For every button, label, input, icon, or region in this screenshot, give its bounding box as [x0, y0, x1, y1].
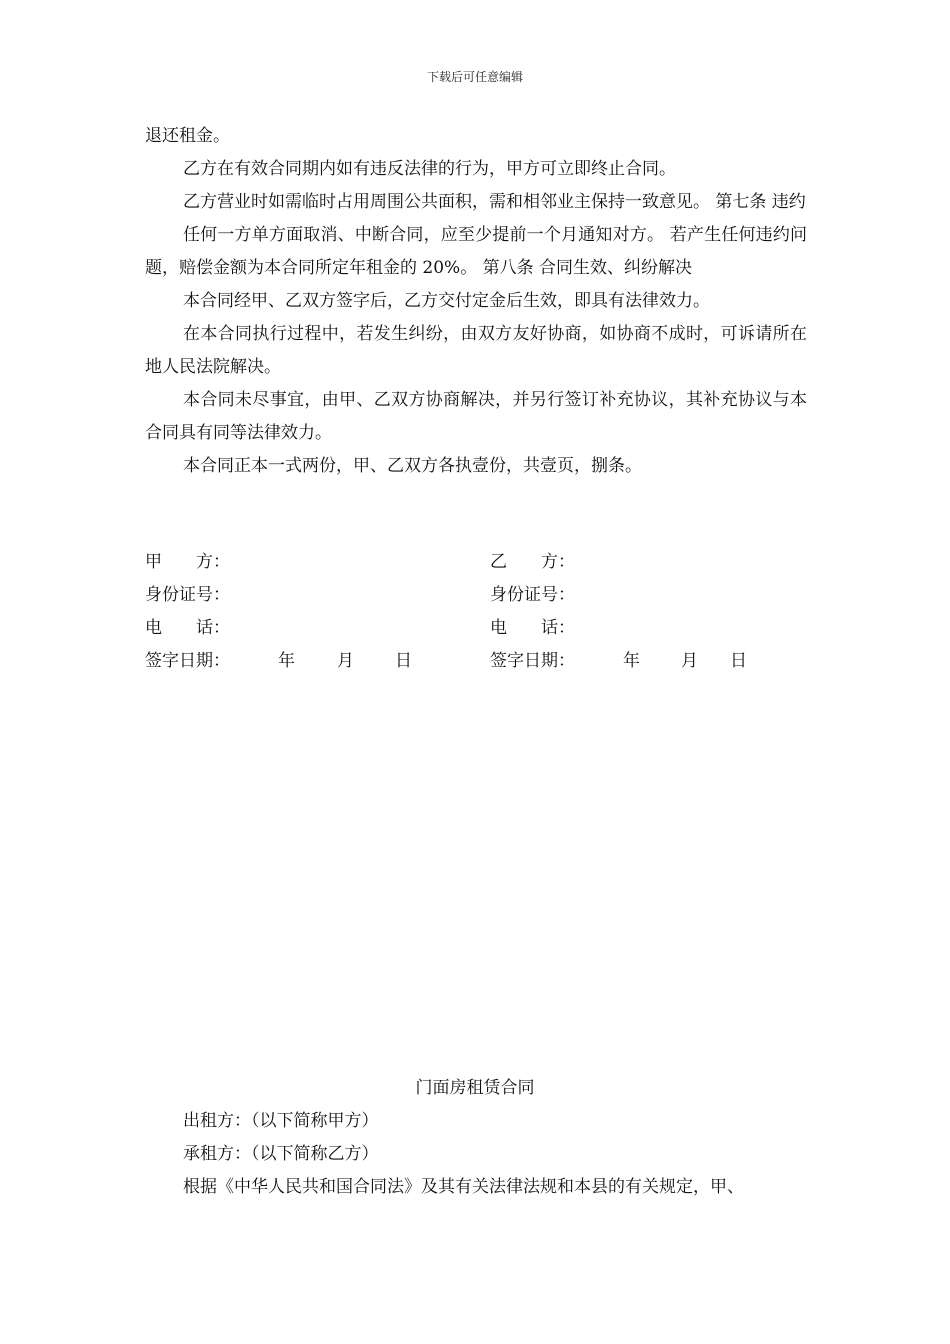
signature-row-date [145, 645, 807, 678]
party-a-label: 甲 方： [145, 552, 230, 572]
lessor-line: 出租方：（以下简称甲方） [183, 1111, 379, 1131]
date-b-day: 日 [730, 651, 747, 671]
signature-row-id [145, 579, 807, 612]
paragraph: 本合同经甲、乙双方签字后，乙方交付定金后生效，即具有法律效力。 [183, 291, 710, 311]
page-header: 下载后可任意编辑 [426, 70, 523, 84]
paragraph: 任何一方单方面取消、中断合同，应至少提前一个月通知对方。 若产生任何违约问题，赔偿金额为本合同所定年租金的 20%。 第八条 合同生效、纠纷解决 [145, 225, 807, 278]
paragraph: 在本合同执行过程中，若发生纠纷，由双方友好协商，如协商不成时，可诉请所在地人民法院解决。 [145, 324, 807, 377]
phone-a-label: 电 话： [145, 618, 230, 638]
signature-row-phone [145, 612, 807, 645]
date-a-day: 日 [395, 651, 412, 671]
date-a-label: 签字日期： [145, 651, 230, 671]
contract-title: 门面房租赁合同 [415, 1078, 535, 1098]
date-a-month: 月 [337, 651, 354, 671]
contract-intro [145, 1105, 820, 1204]
signature-block [145, 546, 807, 678]
intro-paragraph: 根据《中华人民共和国合同法》及其有关法律法规和本县的有关规定，甲、 [183, 1177, 744, 1197]
party-b-label: 乙 方： [490, 552, 575, 572]
signature-row-party [145, 546, 807, 579]
paragraph: 退还租金。 [145, 126, 230, 146]
paragraph: 本合同未尽事宜，由甲、乙双方协商解决，并另行签订补充协议，其补充协议与本合同具有同等法律效力。 [145, 390, 807, 443]
id-a-label: 身份证号： [145, 585, 230, 605]
date-b-month: 月 [681, 651, 698, 671]
contract-body [145, 120, 807, 483]
date-a-year: 年 [278, 651, 295, 671]
paragraph: 本合同正本一式两份，甲、乙双方各执壹份，共壹页，捌条。 [183, 456, 642, 476]
phone-b-label: 电 话： [490, 618, 575, 638]
id-b-label: 身份证号： [490, 585, 575, 605]
paragraph: 乙方营业时如需临时占用周围公共面积，需和相邻业主保持一致意见。 第七条 违约 [183, 192, 806, 212]
lessee-line: 承租方：（以下简称乙方） [183, 1144, 379, 1164]
date-b-label: 签字日期： [490, 651, 575, 671]
date-b-year: 年 [623, 651, 640, 671]
paragraph: 乙方在有效合同期内如有违反法律的行为，甲方可立即终止合同。 [183, 159, 676, 179]
